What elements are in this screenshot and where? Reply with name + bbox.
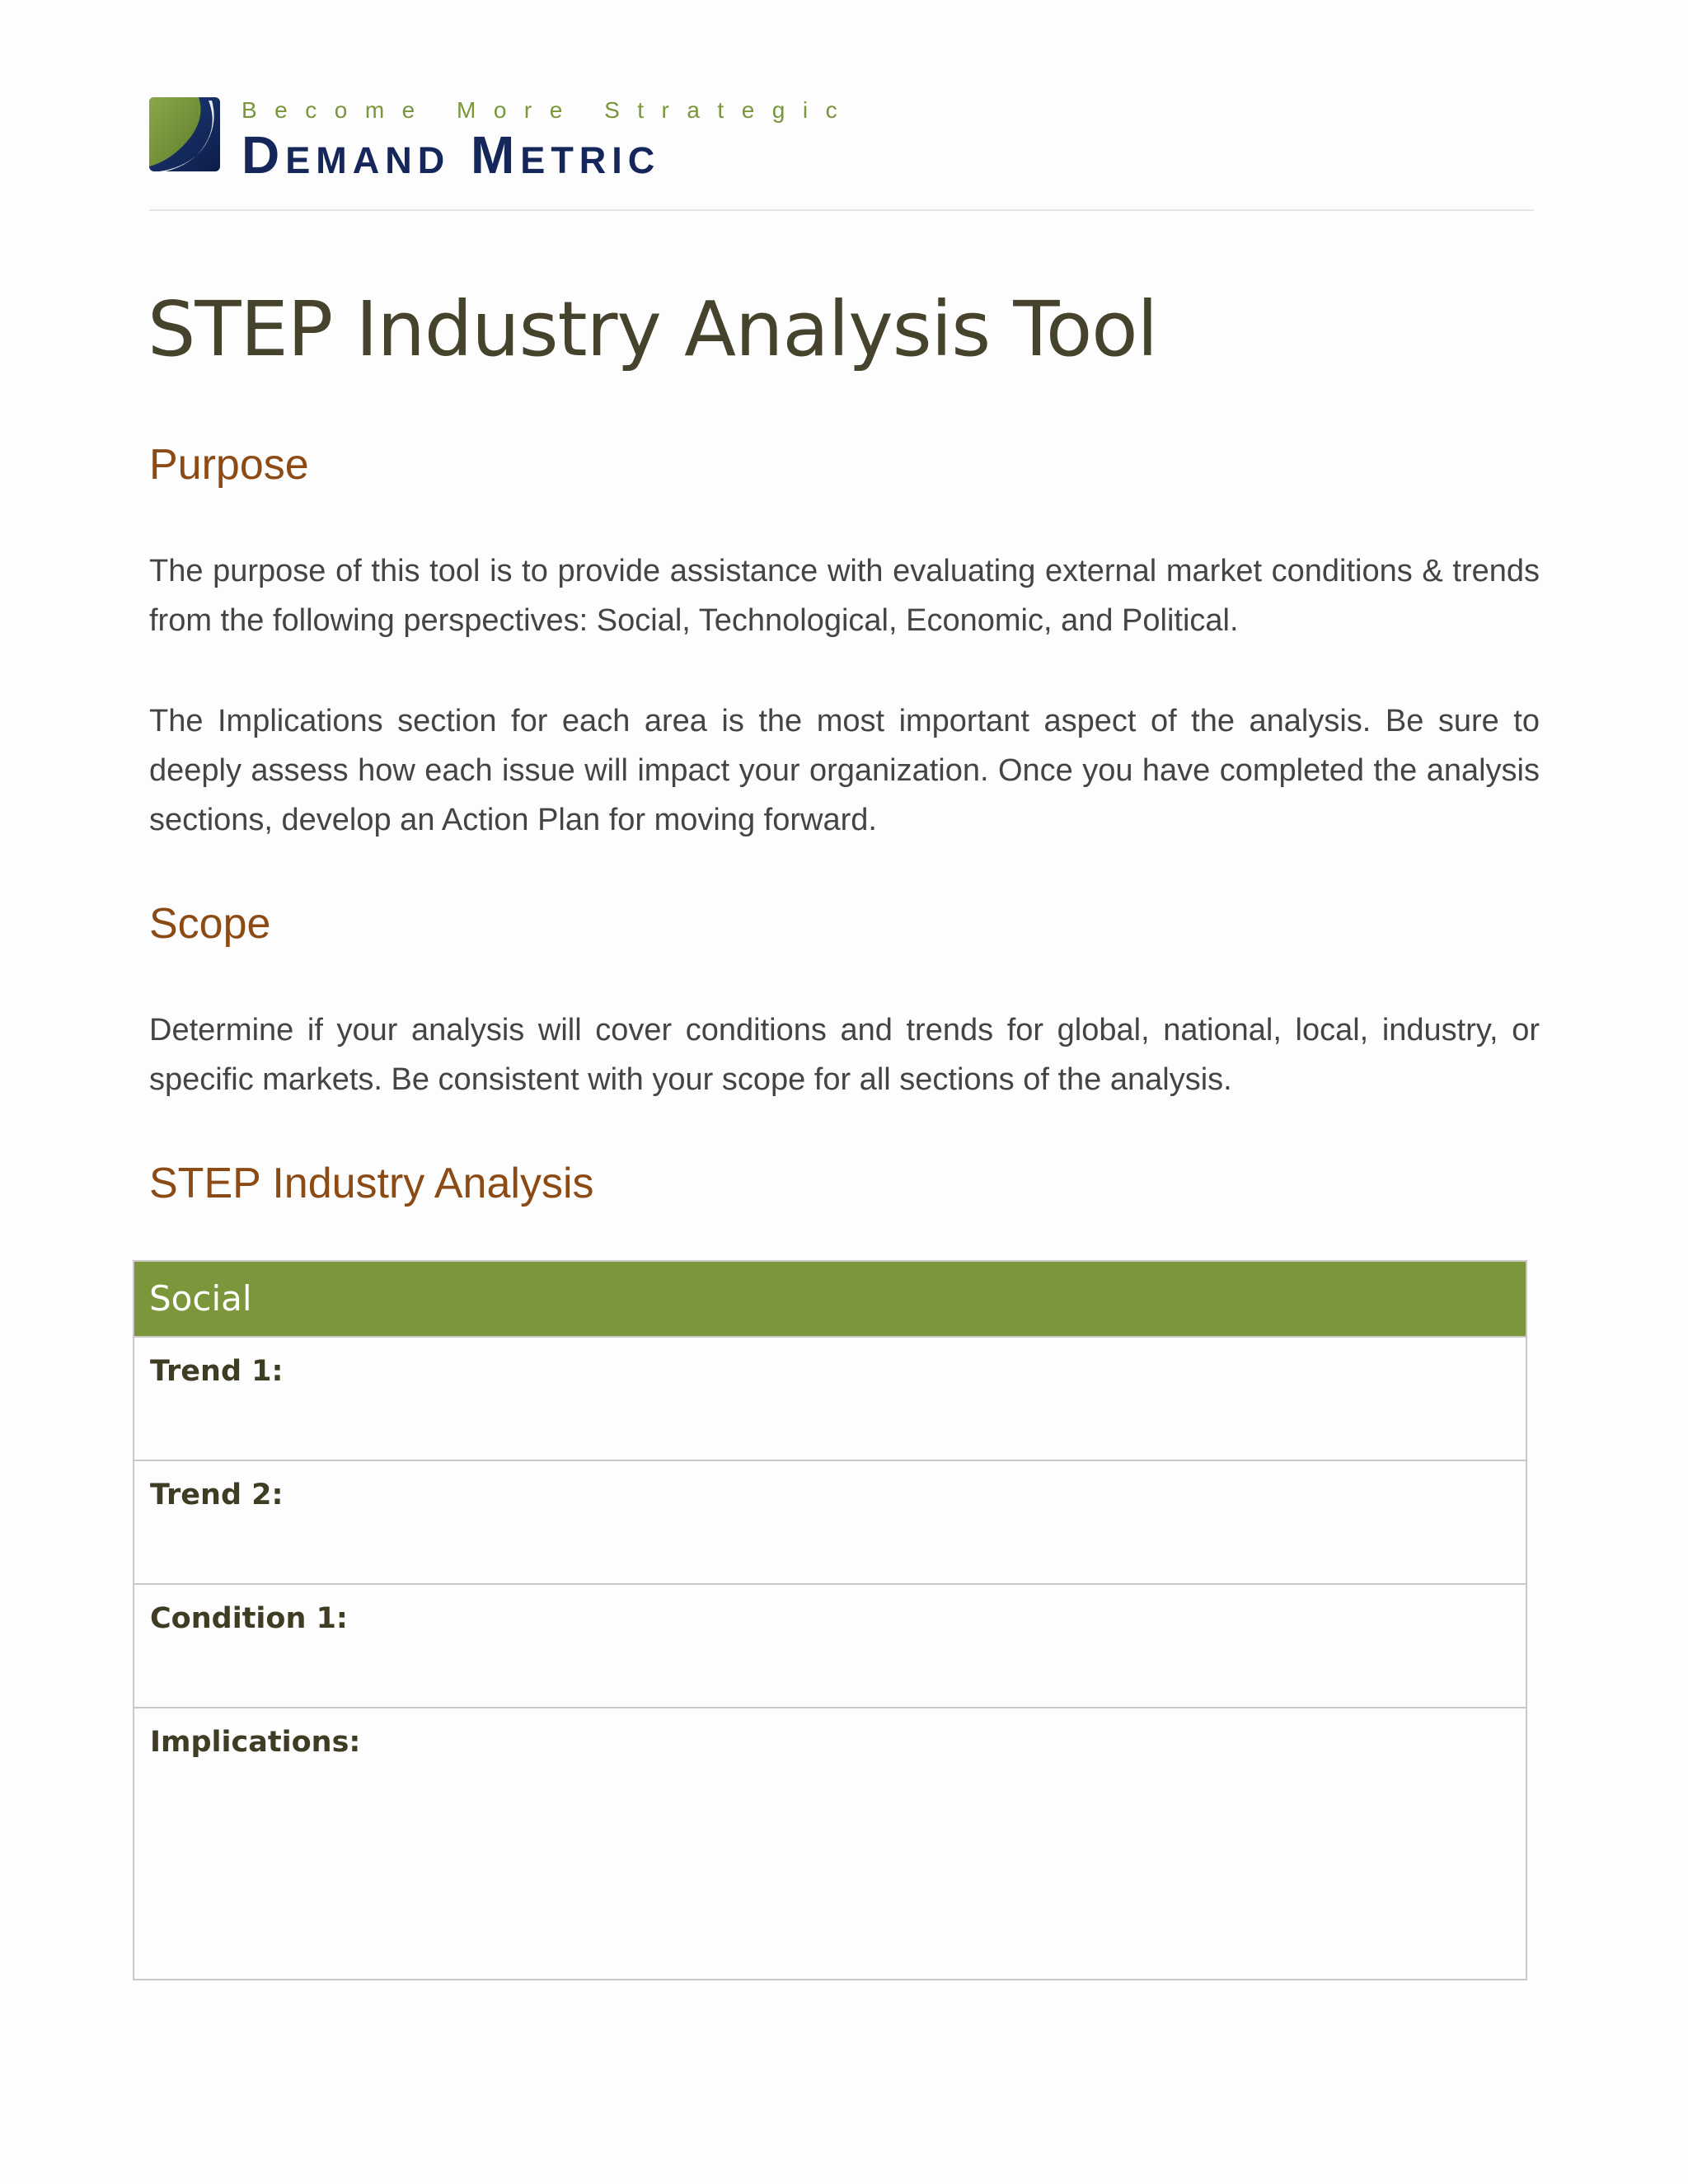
row-label: Implications: (150, 1726, 361, 1759)
scope-heading: Scope (149, 900, 271, 948)
table-header-social: Social (134, 1262, 1526, 1336)
purpose-heading: Purpose (149, 441, 309, 489)
scope-paragraph: Determine if your analysis will cover conditions and trends for global, national, local, industry, or specific markets. Be consistent with your scope for all sections of the analysis. (149, 1013, 1540, 1097)
table-row-implications[interactable] (134, 1707, 1526, 1979)
table-row-trend-1[interactable] (134, 1336, 1526, 1460)
document-title: STEP Industry Analysis Tool (148, 285, 1158, 373)
row-label: Trend 1: (150, 1355, 284, 1388)
table-row-condition-1[interactable] (134, 1583, 1526, 1707)
header-divider (149, 209, 1534, 211)
brand-name: Demand Metric (241, 125, 661, 185)
table-row-trend-2[interactable] (134, 1460, 1526, 1583)
demand-metric-logo-icon (149, 97, 220, 171)
social-analysis-table (133, 1260, 1527, 1980)
analysis-heading: STEP Industry Analysis (149, 1160, 594, 1207)
purpose-paragraph-1: The purpose of this tool is to provide assistance with evaluating external market conditions & trends from the following perspectives: Social, Technological, Economic, and Political. (149, 554, 1540, 638)
tagline: Become More Strategic (241, 97, 856, 123)
row-label: Condition 1: (150, 1602, 348, 1635)
purpose-paragraph-2: The Implications section for each area is the most important aspect of the analysis. Be sure to deeply assess how each issue will impact your organization. Once you have completed the analysis sections, develop an Action Plan for moving forward. (149, 704, 1540, 837)
demand-metric-logo (149, 97, 856, 185)
row-label: Trend 2: (150, 1479, 284, 1511)
